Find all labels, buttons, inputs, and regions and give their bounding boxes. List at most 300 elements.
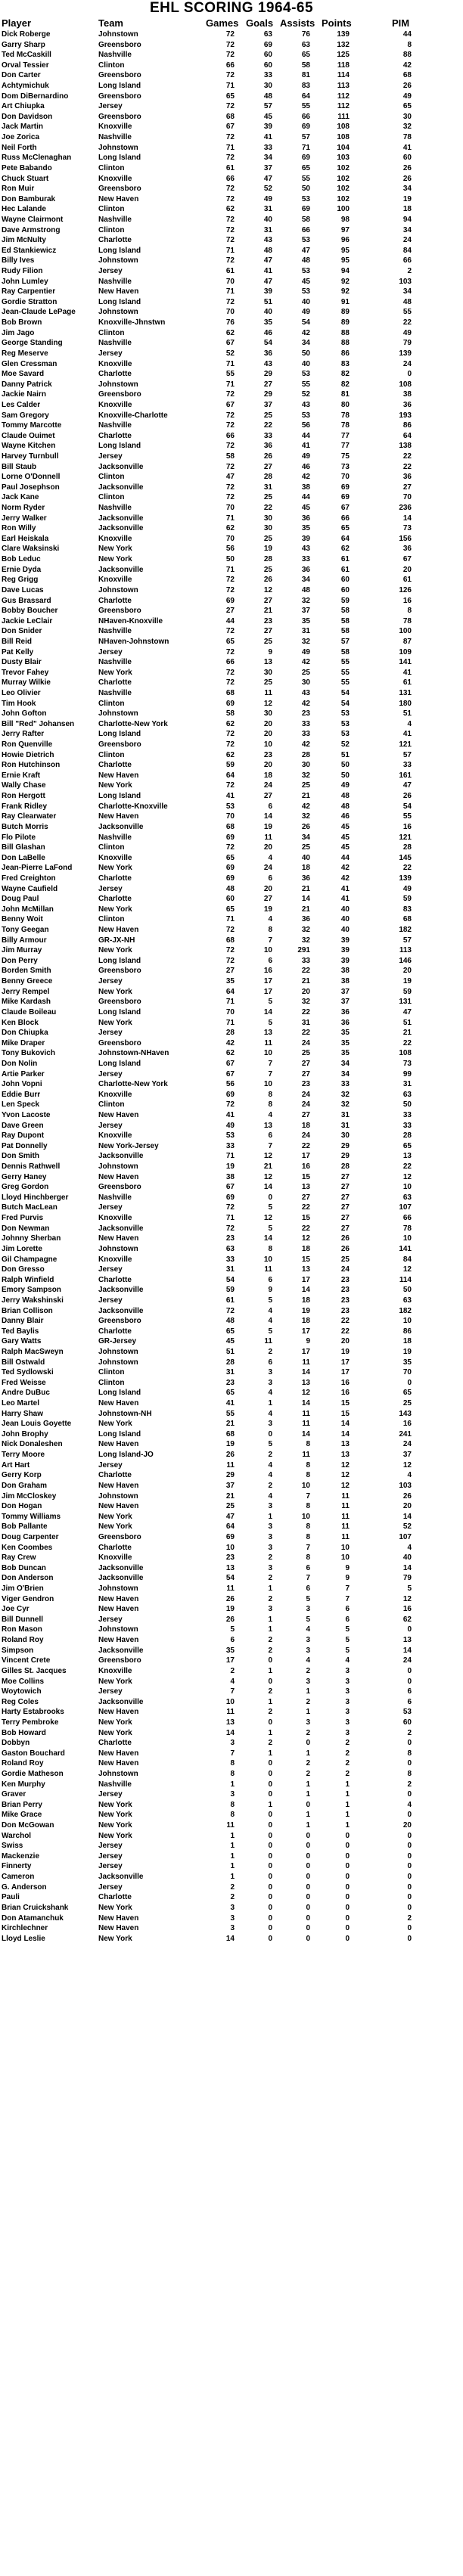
penalty-minutes: 57 <box>402 750 412 759</box>
points: 78 <box>340 421 350 430</box>
player-name: Mike Grace <box>2 1811 42 1820</box>
team-name: Knoxville <box>98 534 132 543</box>
player-name: Brian Collison <box>2 1306 53 1315</box>
points: 111 <box>337 112 350 121</box>
team-name: New Haven <box>98 1399 139 1408</box>
games-played: 69 <box>225 833 235 842</box>
assists: 17 <box>301 1275 310 1284</box>
assists: 8 <box>306 1440 310 1449</box>
goals: 7 <box>268 1059 272 1068</box>
assists: 6 <box>306 1563 310 1572</box>
player-name: Don LaBelle <box>2 853 45 862</box>
goals: 26 <box>263 452 272 461</box>
player-name: Mackenzie <box>2 1851 40 1861</box>
points: 16 <box>340 1378 350 1387</box>
team-name: Knoxville <box>98 1214 132 1223</box>
team-name: Jacksonville <box>98 1697 144 1706</box>
games-played: 72 <box>225 843 235 852</box>
table-row <box>0 380 463 390</box>
penalty-minutes: 141 <box>399 1244 412 1253</box>
table-row <box>0 1501 463 1512</box>
assists: 8 <box>306 1553 310 1563</box>
team-name: New Haven <box>98 287 139 296</box>
team-name: New York <box>98 1821 132 1830</box>
points: 9 <box>345 1563 350 1572</box>
player-name: Bill Staub <box>2 462 37 471</box>
penalty-minutes: 0 <box>407 1677 412 1686</box>
goals: 19 <box>263 822 272 831</box>
table-row <box>0 1038 463 1049</box>
assists: 1 <box>306 1821 310 1830</box>
assists: 2 <box>306 1728 310 1737</box>
goals: 26 <box>263 576 272 585</box>
points: 2 <box>345 1769 350 1778</box>
player-name: Fred Creighton <box>2 874 56 883</box>
player-name: Paul Josephson <box>2 483 60 492</box>
points: 100 <box>337 205 350 214</box>
goals: 1 <box>268 1697 272 1706</box>
penalty-minutes: 103 <box>399 277 412 286</box>
table-row <box>0 1666 463 1677</box>
points: 61 <box>340 555 350 564</box>
assists: 34 <box>301 339 310 348</box>
points: 104 <box>337 143 350 152</box>
team-name: Nashville <box>98 1193 132 1202</box>
assists: 0 <box>306 1934 310 1943</box>
team-name: Jacksonville <box>98 1574 144 1583</box>
penalty-minutes: 19 <box>402 977 412 986</box>
player-name: Dobbyn <box>2 1739 30 1748</box>
goals: 0 <box>268 1903 272 1912</box>
penalty-minutes: 22 <box>402 318 412 327</box>
team-name: New York <box>98 1018 132 1027</box>
goals: 2 <box>268 1481 272 1490</box>
penalty-minutes: 49 <box>402 92 412 101</box>
penalty-minutes: 73 <box>402 1059 412 1068</box>
penalty-minutes: 107 <box>399 1532 412 1541</box>
table-row <box>0 1604 463 1615</box>
points: 114 <box>337 71 350 80</box>
player-name: Dom DiBernardino <box>2 92 69 101</box>
table-row <box>0 719 463 730</box>
player-name: Pauli <box>2 1893 20 1902</box>
games-played: 26 <box>225 1615 235 1624</box>
assists: 23 <box>301 1080 310 1089</box>
team-name: New Haven <box>98 194 139 203</box>
player-name: Bill Dunnell <box>2 1615 43 1624</box>
assists: 0 <box>306 1903 310 1912</box>
penalty-minutes: 5 <box>407 1584 412 1594</box>
assists: 48 <box>301 256 310 265</box>
assists: 47 <box>301 246 310 255</box>
table-row <box>0 802 463 812</box>
games-played: 41 <box>225 1399 235 1408</box>
games-played: 72 <box>225 225 235 234</box>
games-played: 69 <box>225 1532 235 1541</box>
penalty-minutes: 108 <box>399 380 412 389</box>
penalty-minutes: 161 <box>399 771 412 780</box>
goals: 37 <box>263 163 272 172</box>
penalty-minutes: 63 <box>402 1193 412 1202</box>
points: 23 <box>340 1296 350 1305</box>
player-name: Art Chiupka <box>2 102 45 111</box>
games-played: 70 <box>225 277 235 286</box>
points: 35 <box>340 1049 350 1058</box>
games-played: 8 <box>230 1811 235 1820</box>
table-row <box>0 1851 463 1862</box>
goals: 0 <box>268 1769 272 1778</box>
games-played: 55 <box>225 1409 235 1418</box>
penalty-minutes: 139 <box>399 349 412 358</box>
games-played: 11 <box>226 1584 235 1594</box>
team-name: New York <box>98 987 132 996</box>
assists: 69 <box>301 205 310 214</box>
penalty-minutes: 0 <box>407 1873 412 1882</box>
penalty-minutes: 33 <box>402 761 412 770</box>
assists: 25 <box>301 843 310 852</box>
assists: 30 <box>301 761 310 770</box>
points: 37 <box>340 998 350 1007</box>
table-row <box>0 246 463 256</box>
games-played: 8 <box>230 1800 235 1809</box>
assists: 25 <box>301 668 310 677</box>
table-row <box>0 277 463 287</box>
table-row <box>0 441 463 452</box>
table-row <box>0 1162 463 1172</box>
table-row <box>0 163 463 174</box>
games-played: 66 <box>225 174 235 183</box>
games-played: 70 <box>225 1007 235 1016</box>
points: 0 <box>345 1882 350 1892</box>
games-played: 68 <box>225 689 235 697</box>
player-name: Glen Cressman <box>2 359 57 368</box>
goals: 3 <box>268 1420 272 1429</box>
team-name: Clinton <box>98 205 125 214</box>
goals: 0 <box>268 1873 272 1882</box>
points: 102 <box>337 185 350 194</box>
table-row <box>0 1028 463 1038</box>
penalty-minutes: 19 <box>402 194 412 203</box>
player-name: Don Carter <box>2 71 41 80</box>
goals: 14 <box>263 812 272 821</box>
table-row <box>0 1327 463 1337</box>
team-name: Johnstown <box>98 1162 138 1172</box>
penalty-minutes: 16 <box>402 596 412 605</box>
penalty-minutes: 24 <box>402 359 412 368</box>
games-played: 17 <box>225 1656 235 1665</box>
team-name: Jersey <box>98 102 123 111</box>
penalty-minutes: 78 <box>402 616 412 625</box>
team-name: Knoxville <box>98 1553 132 1563</box>
penalty-minutes: 182 <box>399 1306 412 1315</box>
assists: 18 <box>301 1121 310 1130</box>
team-name: Long Island <box>98 1059 141 1068</box>
team-name: Johnstown <box>98 1584 138 1594</box>
player-name: Mike Draper <box>2 1038 45 1047</box>
team-name: Johnstown <box>98 1348 138 1356</box>
player-name: Ted McCaskill <box>2 51 51 60</box>
team-name: Clinton <box>98 493 125 502</box>
penalty-minutes: 21 <box>402 1029 412 1038</box>
points: 45 <box>340 822 350 831</box>
team-name: New York <box>98 1512 132 1521</box>
assists: 42 <box>301 802 310 811</box>
player-name: Wayne Kitchen <box>2 442 56 451</box>
games-played: 70 <box>225 812 235 821</box>
points: 96 <box>340 236 350 245</box>
assists: 32 <box>301 771 310 780</box>
assists: 49 <box>301 647 310 656</box>
table-row <box>0 1367 463 1378</box>
table-row <box>0 1151 463 1162</box>
player-name: Dave Armstrong <box>2 225 61 234</box>
games-played: 72 <box>225 256 235 265</box>
assists: 21 <box>301 884 310 893</box>
points: 49 <box>340 781 350 790</box>
player-name: Billy Ives <box>2 256 35 265</box>
team-name: Jacksonville <box>98 1646 144 1655</box>
assists: 58 <box>301 215 310 224</box>
penalty-minutes: 10 <box>402 1183 412 1192</box>
penalty-minutes: 12 <box>402 1594 412 1603</box>
player-name: Murray Wilkie <box>2 678 51 687</box>
player-name: Reg Grigg <box>2 576 39 585</box>
penalty-minutes: 4 <box>407 1471 412 1480</box>
player-name: Ted Sydlowski <box>2 1368 54 1377</box>
points: 65 <box>340 524 350 533</box>
goals: 41 <box>263 133 272 142</box>
penalty-minutes: 0 <box>407 1842 412 1851</box>
games-played: 63 <box>225 1244 235 1253</box>
player-name: Jim Lorette <box>2 1244 42 1253</box>
player-name: Ron Hergott <box>2 792 45 801</box>
table-row <box>0 1213 463 1224</box>
points: 48 <box>340 802 350 811</box>
points: 55 <box>340 678 350 687</box>
team-name: Clinton <box>98 163 125 172</box>
penalty-minutes: 65 <box>402 1141 412 1150</box>
games-played: 69 <box>225 699 235 708</box>
player-name: Jean-Claude LePage <box>2 308 76 317</box>
games-played: 4 <box>230 1677 235 1686</box>
points: 81 <box>340 390 350 399</box>
goals: 43 <box>263 236 272 245</box>
penalty-minutes: 180 <box>399 699 412 708</box>
assists: 56 <box>301 421 310 430</box>
player-name: Trevor Fahey <box>2 668 49 677</box>
goals: 7 <box>268 1069 272 1079</box>
team-name: Long Island <box>98 1429 141 1439</box>
penalty-minutes: 143 <box>399 1409 412 1418</box>
goals: 19 <box>263 905 272 914</box>
player-name: Ernie Kraft <box>2 771 41 780</box>
assists: 18 <box>301 1296 310 1305</box>
penalty-minutes: 146 <box>399 956 412 965</box>
team-name: Charlotte <box>98 1893 132 1902</box>
points: 58 <box>340 647 350 656</box>
penalty-minutes: 26 <box>402 163 412 172</box>
player-name: Jim McNulty <box>2 236 46 245</box>
assists: 0 <box>306 1882 310 1892</box>
games-played: 3 <box>230 1739 235 1748</box>
penalty-minutes: 0 <box>407 370 412 379</box>
player-name: Brian Cruickshank <box>2 1903 69 1912</box>
player-name: Don Bamburak <box>2 194 56 203</box>
assists: 32 <box>301 596 310 605</box>
games-played: 71 <box>225 143 235 152</box>
penalty-minutes: 13 <box>402 1152 412 1161</box>
table-row <box>0 1110 463 1121</box>
goals: 20 <box>263 761 272 770</box>
games-played: 8 <box>230 1769 235 1778</box>
points: 139 <box>337 30 350 39</box>
points: 14 <box>340 1420 350 1429</box>
points: 75 <box>340 452 350 461</box>
table-row <box>0 318 463 328</box>
penalty-minutes: 141 <box>399 658 412 667</box>
games-played: 3 <box>230 1924 235 1933</box>
points: 1 <box>345 1811 350 1820</box>
assists: 48 <box>301 585 310 594</box>
assists: 42 <box>301 740 310 750</box>
games-played: 62 <box>225 524 235 533</box>
team-name: Jacksonville <box>98 514 144 523</box>
games-played: 71 <box>225 359 235 368</box>
team-name: Charlotte-Knoxville <box>98 802 168 811</box>
games-played: 71 <box>225 246 235 255</box>
assists: 81 <box>301 71 310 80</box>
assists: 65 <box>301 51 310 60</box>
team-name: NHaven-Johnstown <box>98 637 169 646</box>
team-name: New Haven <box>98 1749 139 1758</box>
table-row <box>0 70 463 81</box>
goals: 1 <box>268 1800 272 1809</box>
penalty-minutes: 10 <box>402 1234 412 1243</box>
goals: 7 <box>268 1141 272 1150</box>
table-row <box>0 791 463 802</box>
games-played: 72 <box>225 1306 235 1315</box>
table-row <box>0 936 463 946</box>
points: 3 <box>345 1687 350 1696</box>
games-played: 7 <box>230 1749 235 1758</box>
player-name: Don Graham <box>2 1481 48 1490</box>
points: 125 <box>337 51 350 60</box>
team-name: Knoxville-Charlotte <box>98 411 168 420</box>
team-name: New York <box>98 545 132 554</box>
team-name: Clinton <box>98 1100 125 1110</box>
games-played: 19 <box>225 1605 235 1614</box>
points: 17 <box>340 1358 350 1367</box>
player-name: Fred Purvis <box>2 1214 44 1223</box>
assists: 63 <box>301 40 310 49</box>
games-played: 68 <box>225 1429 235 1439</box>
penalty-minutes: 16 <box>402 822 412 831</box>
assists: 35 <box>301 616 310 625</box>
games-played: 53 <box>225 1131 235 1141</box>
goals: 6 <box>268 1275 272 1284</box>
header-points: Points <box>322 17 352 29</box>
assists: 0 <box>306 1739 310 1748</box>
assists: 11 <box>302 1409 310 1418</box>
points: 10 <box>340 1553 350 1563</box>
goals: 20 <box>263 730 272 739</box>
player-name: Garry Sharp <box>2 40 45 49</box>
penalty-minutes: 66 <box>402 1214 412 1223</box>
table-row <box>0 1193 463 1203</box>
points: 0 <box>345 1893 350 1902</box>
assists: 66 <box>301 225 310 234</box>
points: 28 <box>340 1162 350 1172</box>
points: 55 <box>340 668 350 677</box>
games-played: 69 <box>225 874 235 883</box>
player-name: Doug Paul <box>2 895 39 904</box>
penalty-minutes: 99 <box>402 1069 412 1079</box>
points: 1 <box>345 1800 350 1809</box>
assists: 5 <box>306 1615 310 1624</box>
player-name: Leo Martel <box>2 1399 40 1408</box>
goals: 0 <box>268 1913 272 1923</box>
assists: 0 <box>306 1873 310 1882</box>
table-row <box>0 1398 463 1409</box>
player-name: Gaston Bouchard <box>2 1749 65 1758</box>
penalty-minutes: 109 <box>399 647 412 656</box>
points: 108 <box>337 123 350 132</box>
penalty-minutes: 60 <box>402 154 412 163</box>
points: 69 <box>340 483 350 492</box>
penalty-minutes: 19 <box>402 1348 412 1356</box>
games-played: 61 <box>225 267 235 276</box>
goals: 0 <box>268 1759 272 1768</box>
games-played: 3 <box>230 1903 235 1912</box>
goals: 0 <box>268 1893 272 1902</box>
player-name: Don Nolin <box>2 1059 38 1068</box>
assists: 2 <box>306 1697 310 1706</box>
table-row <box>0 61 463 71</box>
penalty-minutes: 84 <box>402 1255 412 1264</box>
team-name: Jacksonville <box>98 1306 144 1315</box>
table-row <box>0 1903 463 1913</box>
player-name: Jim Jago <box>2 328 35 337</box>
team-name: Long Island <box>98 1007 141 1016</box>
goals: 2 <box>268 1451 272 1460</box>
points: 77 <box>340 431 350 440</box>
games-played: 65 <box>225 1327 235 1336</box>
games-played: 28 <box>225 1029 235 1038</box>
goals: 1 <box>268 1625 272 1634</box>
assists: 3 <box>306 1636 310 1645</box>
player-name: Ralph MacSweyn <box>2 1348 64 1356</box>
goals: 0 <box>268 1193 272 1202</box>
goals: 4 <box>268 915 272 924</box>
games-played: 53 <box>225 802 235 811</box>
table-row <box>0 905 463 915</box>
penalty-minutes: 182 <box>399 926 412 935</box>
team-name: Long Island <box>98 792 141 801</box>
points: 3 <box>345 1666 350 1675</box>
points: 92 <box>340 277 350 286</box>
points: 0 <box>345 1934 350 1943</box>
goals: 4 <box>268 1306 272 1315</box>
goals: 0 <box>268 1862 272 1871</box>
games-played: 58 <box>225 709 235 718</box>
points: 30 <box>340 1131 350 1141</box>
goals: 33 <box>263 431 272 440</box>
assists: 0 <box>306 1800 310 1809</box>
assists: 15 <box>301 1214 310 1223</box>
team-name: Nashville <box>98 689 132 697</box>
team-name: Nashville <box>98 277 132 286</box>
goals: 3 <box>268 1378 272 1387</box>
